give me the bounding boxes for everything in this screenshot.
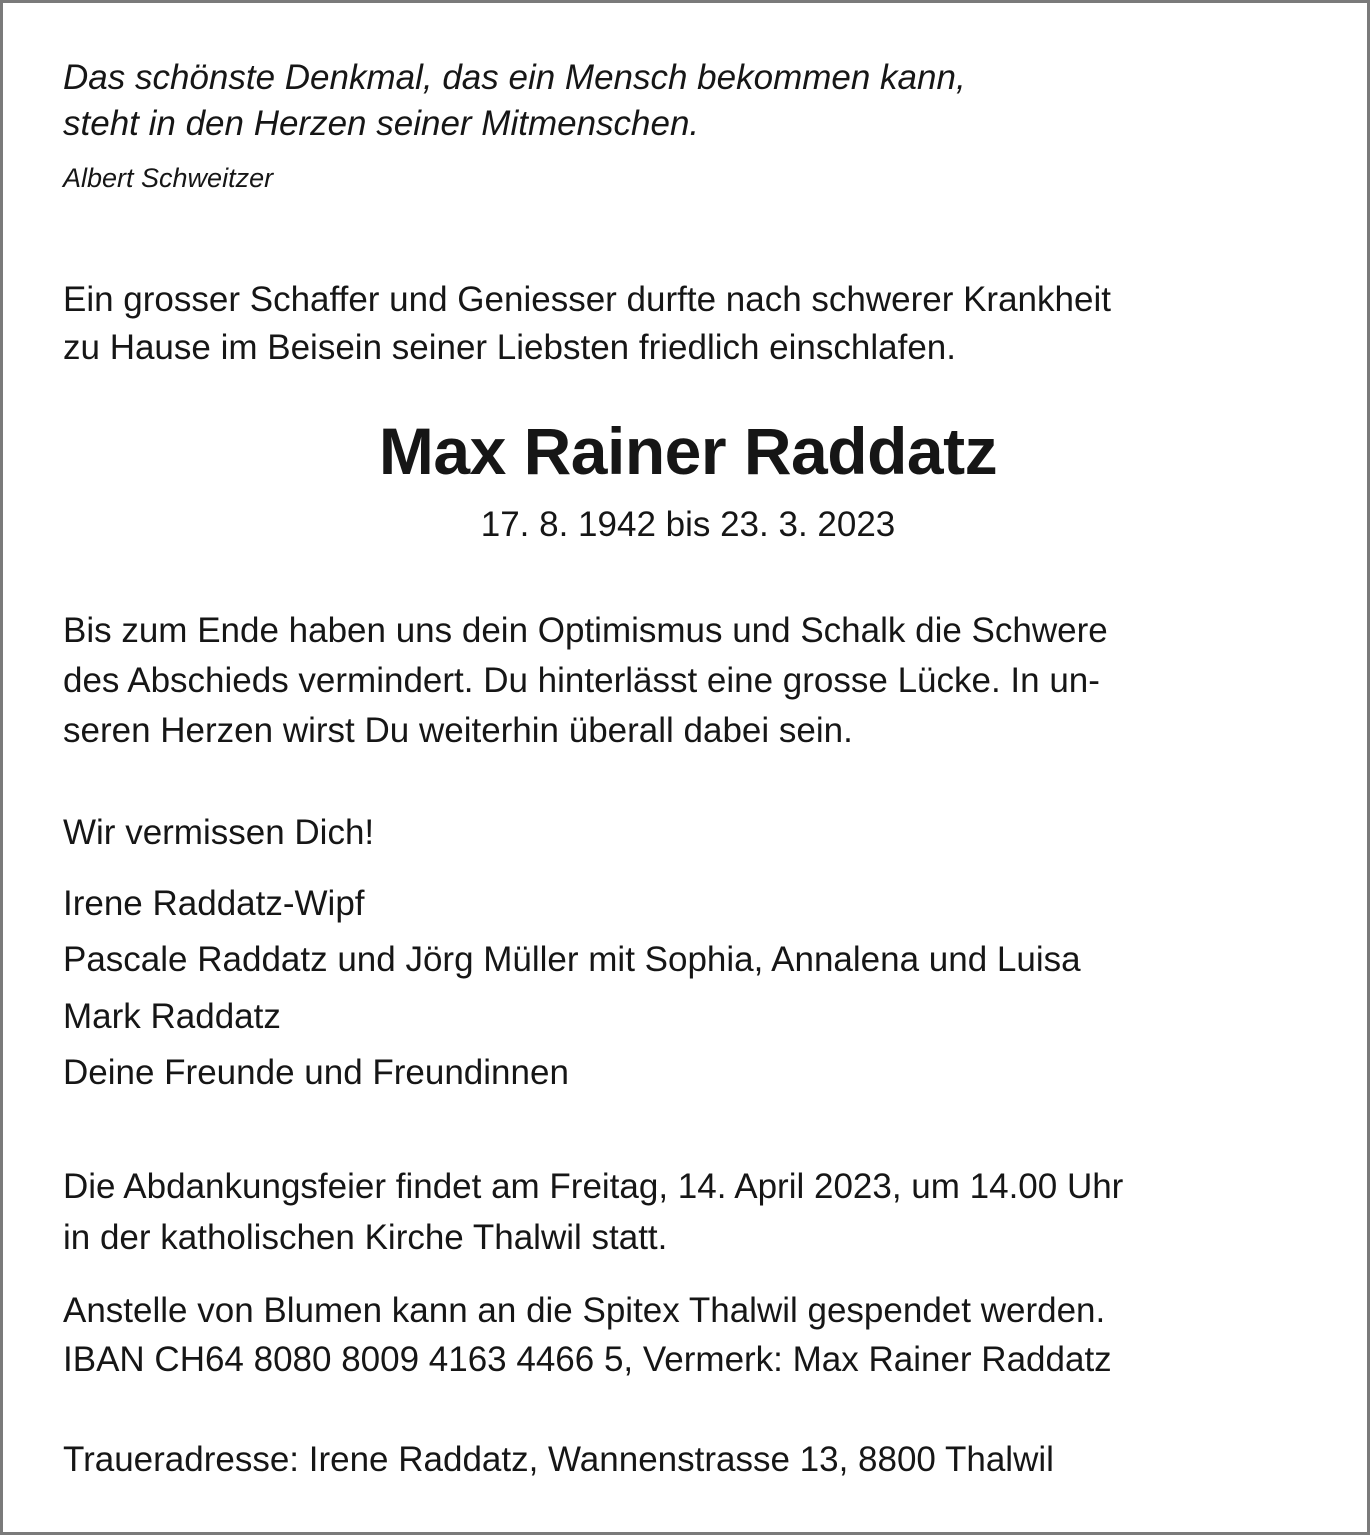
mourning-address: Traueradresse: Irene Raddatz, Wannenstrasse 13, 8800 Thalwil (63, 1440, 1054, 1479)
donation-line-1: Anstelle von Blumen kann an die Spitex Thalwil gespendet werden. (63, 1291, 1106, 1330)
mourner-4: Deine Freunde und Freundinnen (63, 1053, 569, 1092)
message-line-3: seren Herzen wirst Du weiterhin überall dabei sein. (63, 711, 853, 750)
deceased-name: Max Rainer Raddatz (378, 414, 998, 488)
intro-line-1: Ein grosser Schaffer und Geniesser durfte nach schwerer Krankheit (63, 280, 1111, 319)
mourner-3: Mark Raddatz (63, 997, 281, 1036)
donation-iban-line: IBAN CH64 8080 8009 4163 4466 5, Vermerk: Max Rainer Raddatz (63, 1340, 1112, 1379)
ceremony-line-2: in der katholischen Kirche Thalwil statt. (63, 1218, 668, 1257)
intro-line-2: zu Hause im Beisein seiner Liebsten friedlich einschlafen. (63, 328, 956, 367)
quote-line-2: steht in den Herzen seiner Mitmenschen. (63, 104, 700, 143)
quote-author: Albert Schweitzer (63, 163, 274, 193)
ceremony-line-1: Die Abdankungsfeier findet am Freitag, 14. April 2023, um 14.00 Uhr (63, 1167, 1124, 1206)
farewell-line: Wir vermissen Dich! (63, 813, 375, 852)
quote-line-1: Das schönste Denkmal, das ein Mensch bekommen kann, (63, 58, 966, 97)
message-line-2: des Abschieds vermindert. Du hinterlässt eine grosse Lücke. In un- (63, 661, 1100, 700)
mourner-2: Pascale Raddatz und Jörg Müller mit Sophia, Annalena und Luisa (63, 940, 1081, 979)
message-line-1: Bis zum Ende haben uns dein Optimismus und Schalk die Schwere (63, 611, 1108, 650)
mourner-1: Irene Raddatz-Wipf (63, 884, 365, 923)
life-dates: 17. 8. 1942 bis 23. 3. 2023 (480, 505, 896, 544)
